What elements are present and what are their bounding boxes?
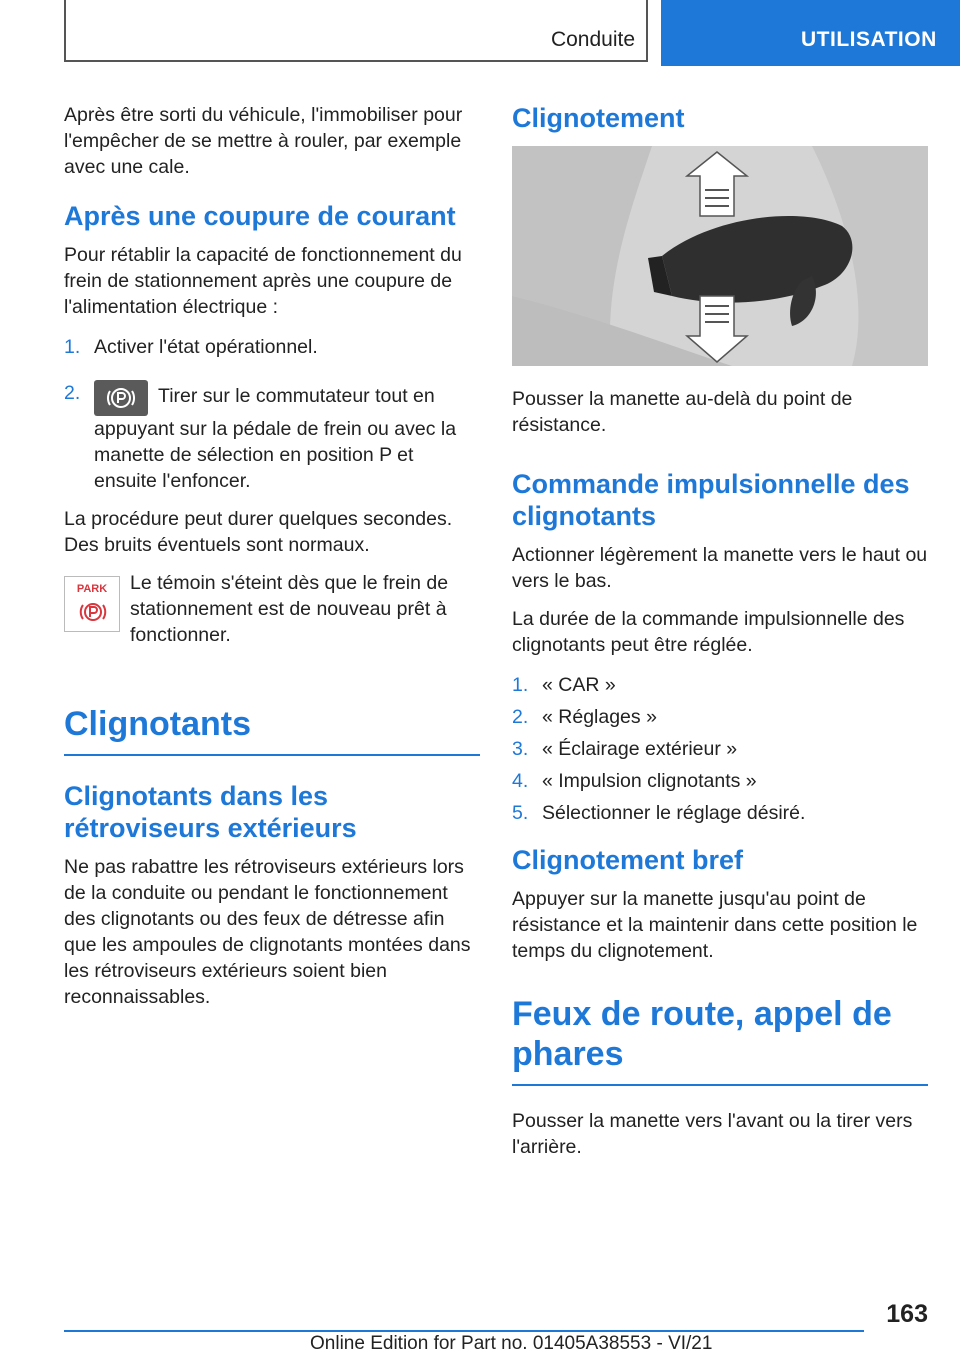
power-cut-paragraph: Pour rétablir la capacité de fonctionnement du frein de stationnement après une coupure de l'alimentation électrique : (64, 244, 462, 318)
menu-path-list (512, 672, 928, 826)
blink-heading: Clignotement (512, 103, 685, 133)
duration-paragraph: La procédure peut durer quelques secondes. Des bruits éventuels sont normaux. (64, 508, 453, 556)
turn-signal-lever-illustration (512, 146, 928, 366)
list-item (512, 672, 928, 698)
impulse-paragraph-1: Actionner légèrement la manette vers le haut ou vers le bas. (512, 544, 928, 592)
list-item-text: « Réglages » (542, 706, 657, 728)
header-chapter-tab: UTILISATION (661, 0, 960, 66)
mirror-indicators-heading: Clignotants dans les rétroviseurs extérieurs (64, 781, 357, 843)
list-item-number: 3. (512, 738, 529, 760)
list-item-text: Tirer sur le commutateur tout en appuyant sur la pédale de frein ou avec la manette de sélection en position P et ensuite l'enfoncer. (94, 385, 457, 492)
list-item-number: 4. (512, 770, 529, 792)
indicator-note-text: Le témoin s'éteint dès que le frein de stationnement est de nouveau prêt à fonctionner. (130, 572, 449, 646)
list-item-number: 1. (512, 674, 529, 696)
park-warning-icon (64, 576, 120, 632)
left-column (64, 102, 480, 1022)
chapter-title-high-beam: Feux de route, appel de phares (512, 994, 928, 1086)
list-item (512, 704, 928, 730)
restore-steps-list (64, 334, 480, 494)
list-item (512, 800, 928, 826)
footer-divider (64, 1330, 864, 1332)
high-beam-paragraph: Pousser la manette vers l'avant ou la tirer vers l'arrière. (512, 1110, 913, 1158)
right-column (512, 102, 928, 1172)
list-item-number: 1. (64, 336, 81, 358)
list-item-text: « CAR » (542, 674, 616, 696)
intro-paragraph: Après être sorti du véhicule, l'immobiliser pour l'empêcher de se mettre à rouler, par exemple avec une cale. (64, 104, 463, 178)
list-item (64, 334, 480, 360)
blink-paragraph: Pousser la manette au-delà du point de résistance. (512, 388, 853, 436)
indicator-note (64, 570, 480, 660)
list-item (512, 736, 928, 762)
mirror-indicators-paragraph: Ne pas rabattre les rétroviseurs extérieurs lors de la conduite ou pendant le fonctionnement des clignotants ou des feux de détresse afin que les ampoules de clignotants montées dans les rétroviseurs extérieurs soient bien reconnaissables. (64, 856, 471, 1008)
list-item-content (94, 380, 480, 494)
chapter-title-clignotants: Clignotants (64, 704, 480, 756)
list-item-number: 2. (512, 706, 529, 728)
list-item-text: Sélectionner le réglage désiré. (542, 802, 806, 824)
parking-brake-button-icon (94, 380, 148, 416)
list-item-text: « Éclairage extérieur » (542, 738, 738, 760)
impulse-heading: Commande impulsionnelle des clignotants (512, 469, 910, 531)
header-section-title: Conduite (550, 28, 635, 51)
list-item-number: 2. (64, 382, 81, 404)
short-blink-heading: Clignotement bref (512, 845, 744, 875)
list-item-text: Activer l'état opérationnel. (94, 336, 318, 358)
power-cut-heading: Après une coupure de courant (64, 201, 456, 231)
page-number: 163 (886, 1300, 928, 1328)
impulse-paragraph-2: La durée de la commande impulsionnelle des clignotants peut être réglée. (512, 608, 905, 656)
list-item (512, 768, 928, 794)
park-word: PARK (76, 583, 108, 595)
list-item-text: « Impulsion clignotants » (542, 770, 757, 792)
list-item-number: 5. (512, 802, 529, 824)
footer-edition-text: Online Edition for Part no. 01405A38553 - VI/21 (310, 1333, 713, 1354)
short-blink-paragraph: Appuyer sur la manette jusqu'au point de résistance et la maintenir dans cette position le temps du clignotement. (512, 888, 918, 962)
list-item (64, 380, 480, 494)
